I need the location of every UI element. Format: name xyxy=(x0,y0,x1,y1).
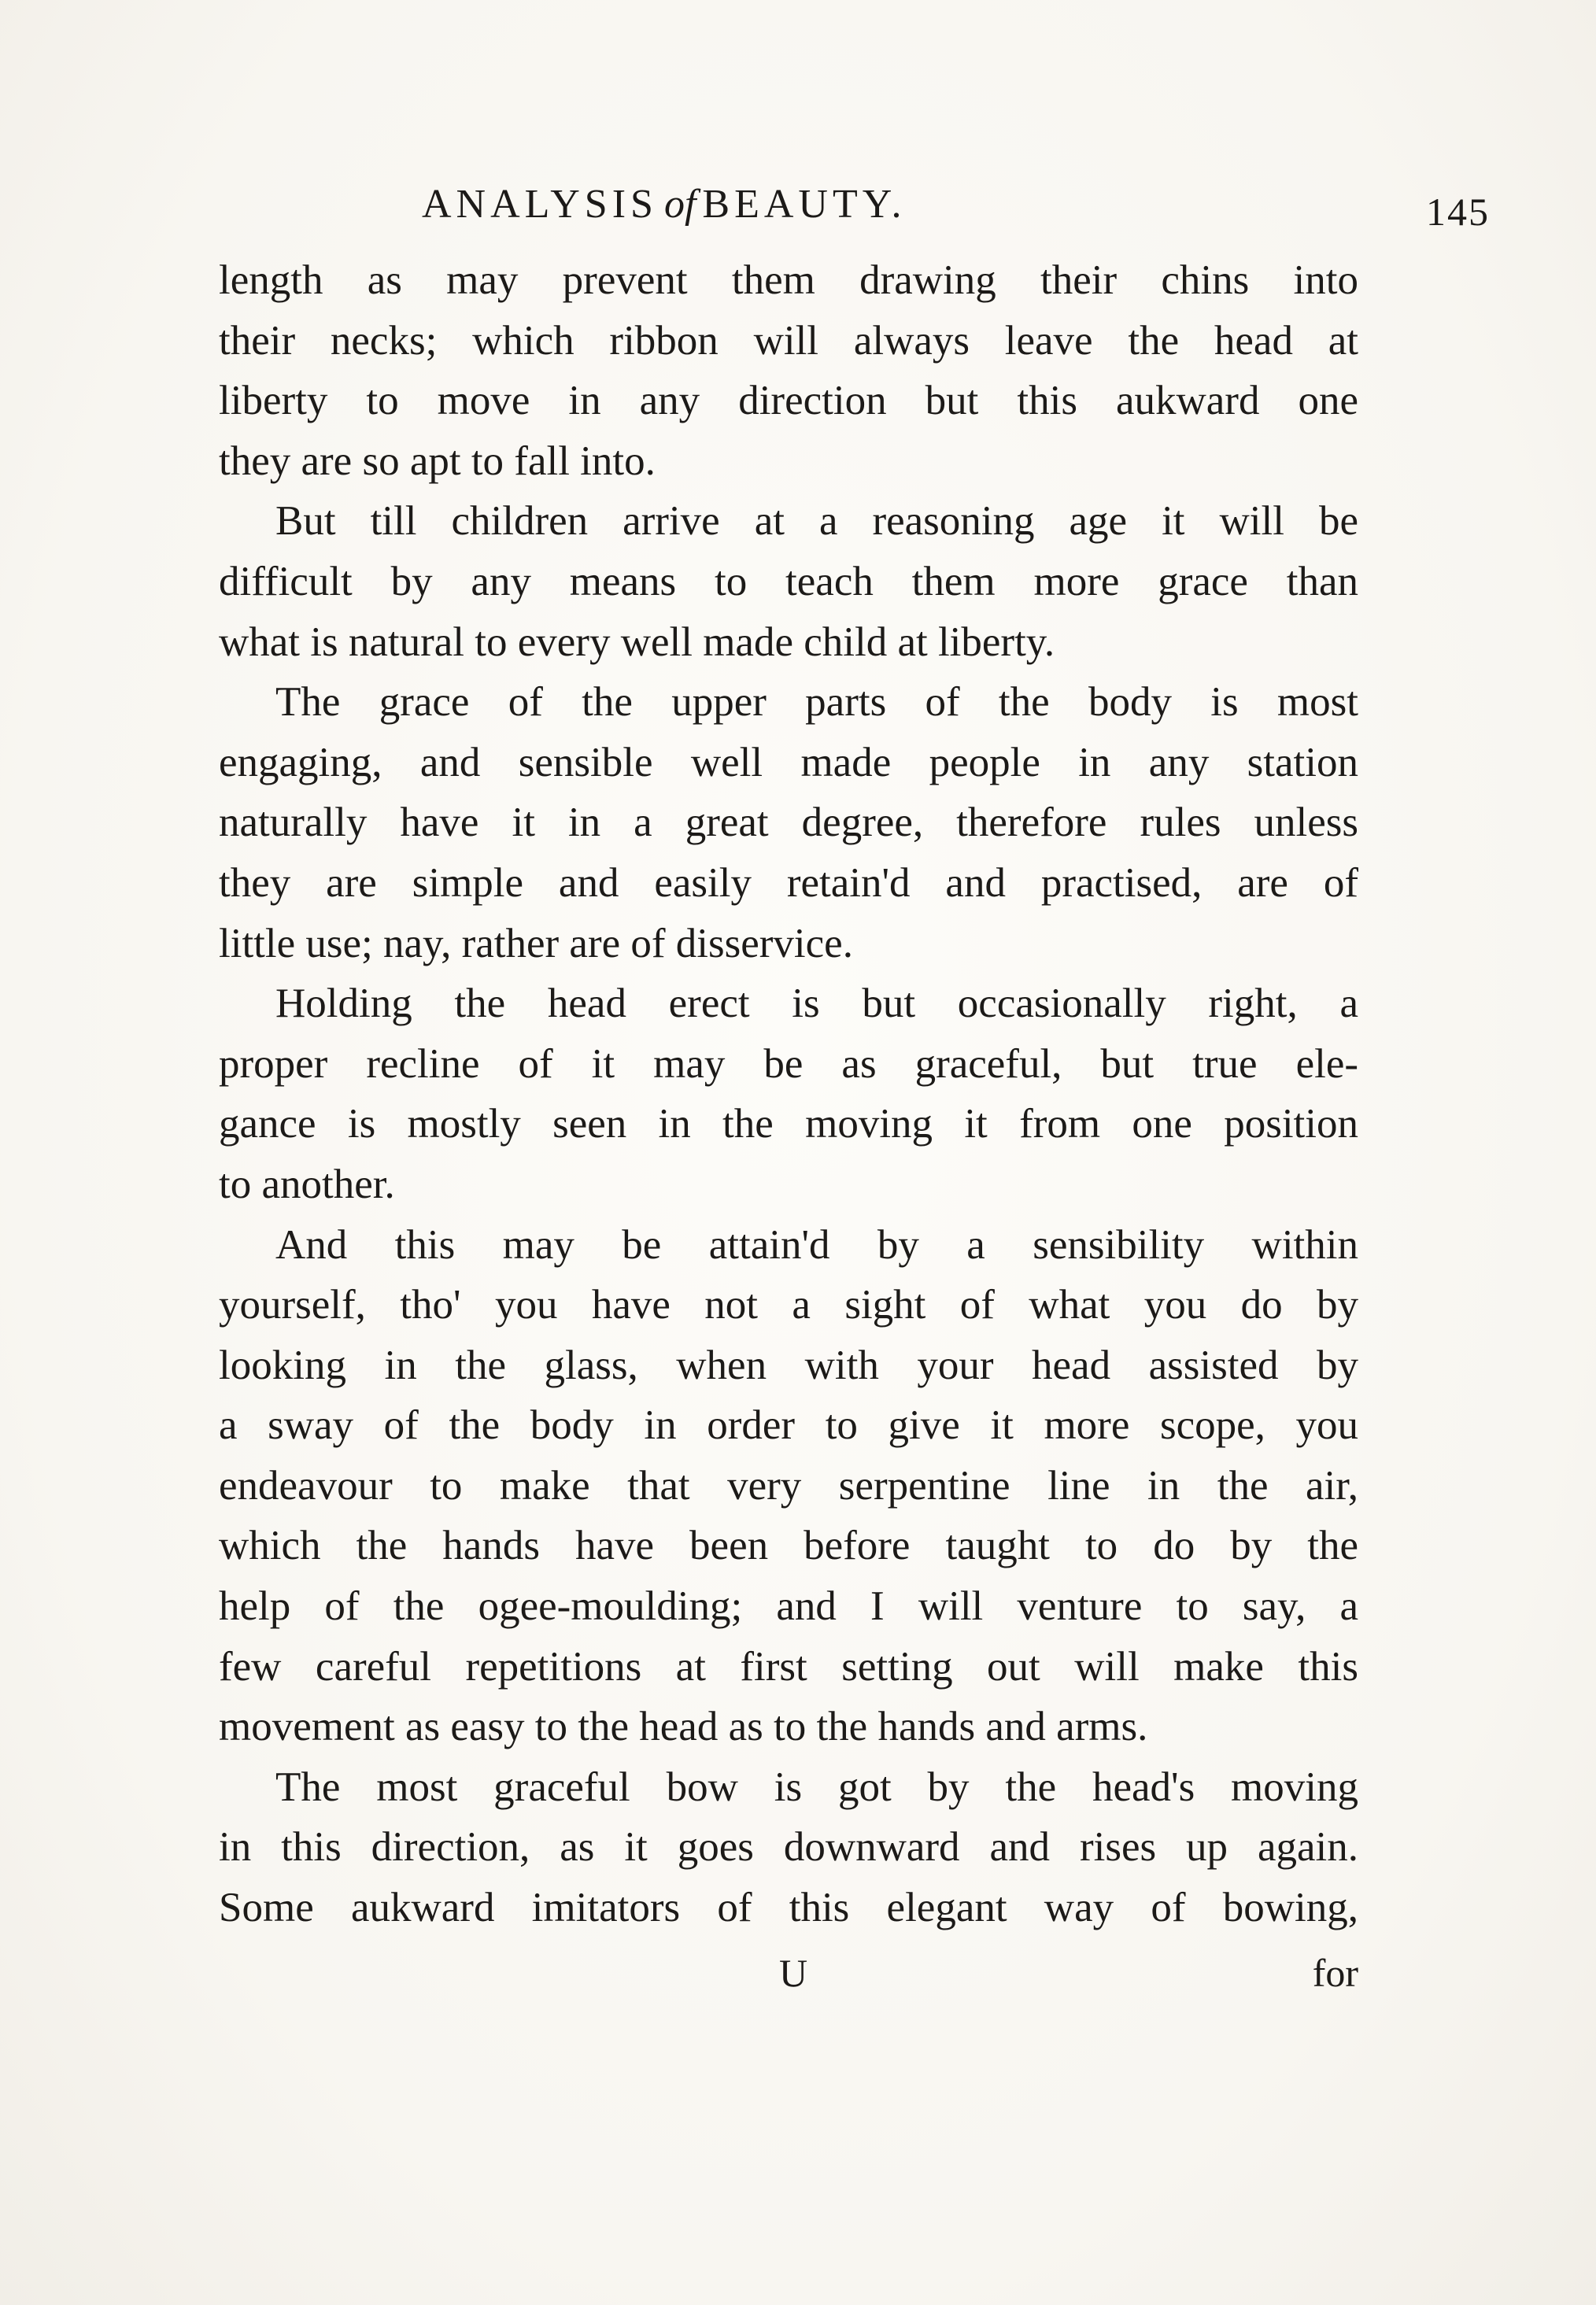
text-line: which the hands have been before taught to do by the xyxy=(219,1523,1358,1569)
text-line: in this direction, as it goes downward and rises up again. xyxy=(219,1824,1358,1871)
page-number: 145 xyxy=(1426,190,1490,234)
catchword: for xyxy=(1312,1951,1358,1995)
text-line: yourself, tho' you have not a sight of what you do by xyxy=(219,1282,1358,1328)
text-line: liberty to move in any direction but this aukward one xyxy=(219,378,1358,424)
text-line: proper recline of it may be as graceful, but true ele- xyxy=(219,1040,1358,1087)
running-head-of: of xyxy=(663,182,696,227)
text-line: endeavour to make that very serpentine line in the air, xyxy=(219,1462,1358,1509)
text-line: The most graceful bow is got by the head's moving xyxy=(275,1764,1358,1810)
text-line: help of the ogee-moulding; and I will venture to say, a xyxy=(219,1583,1358,1630)
text-line: what is natural to every well made child at liberty. xyxy=(219,619,1055,665)
text-line: Some aukward imitators of this elegant way of bowing, xyxy=(219,1885,1358,1931)
text-line: Holding the head erect is but occasionally right, a xyxy=(275,981,1358,1027)
running-head xyxy=(422,181,1209,227)
text-line: looking in the glass, when with your head assisted by xyxy=(219,1342,1358,1388)
text-line: they are simple and easily retain'd and practised, are of xyxy=(219,859,1358,906)
text-line: difficult by any means to teach them more grace than xyxy=(219,558,1358,604)
text-line: their necks; which ribbon will always leave the head at xyxy=(219,317,1358,364)
body-text xyxy=(219,250,1358,1938)
text-line: they are so apt to fall into. xyxy=(219,438,656,484)
text-line: movement as easy to the head as to the hands and arms. xyxy=(219,1704,1148,1750)
text-line: But till children arrive at a reasoning age it will be xyxy=(275,498,1358,545)
running-head-right: BEAUTY. xyxy=(702,182,907,227)
text-line: And this may be attain'd by a sensibility within xyxy=(275,1221,1358,1268)
text-line: few careful repetitions at first setting out will make this xyxy=(219,1643,1358,1690)
running-head-left: ANALYSIS xyxy=(422,182,658,227)
signature-mark: U xyxy=(778,1951,808,1995)
text-line: The grace of the upper parts of the body is most xyxy=(275,679,1358,726)
page-footer xyxy=(219,1950,1358,2005)
text-line: naturally have it in a great degree, therefore rules unless xyxy=(219,800,1358,846)
text-line: a sway of the body in order to give it more scope, you xyxy=(219,1402,1358,1449)
text-line: engaging, and sensible well made people in any station xyxy=(219,739,1358,785)
text-line: to another. xyxy=(219,1161,395,1207)
text-line: length as may prevent them drawing their chins into xyxy=(219,257,1358,303)
text-line: gance is mostly seen in the moving it from one position xyxy=(219,1101,1358,1147)
text-line: little use; nay, rather are of disservice. xyxy=(219,920,853,966)
